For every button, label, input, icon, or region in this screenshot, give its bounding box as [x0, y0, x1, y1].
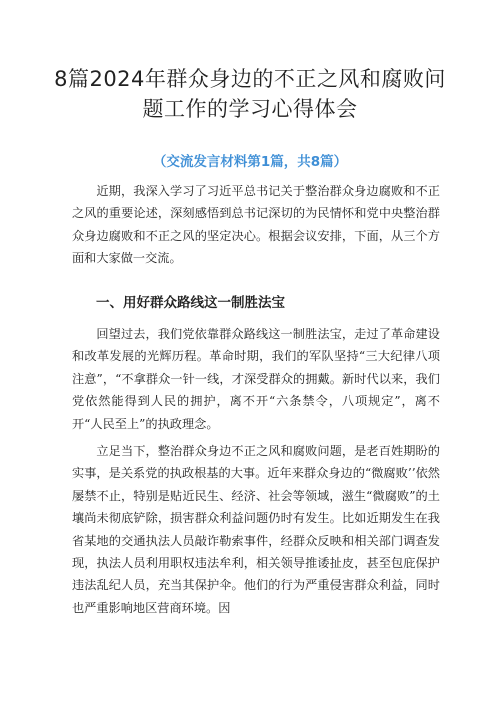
paragraph-3: 立足当下，整治群众身边不正之风和腐败问题，是老百姓期盼的实事，是关系党的执政根基的大事。近年来群众身边的“微腐败’’依然屡禁不止，特别是贴近民生、经济、社会等领域，滋生“微腐败”的土壤尚未彻底铲除，损害群众利益问题仍时有发生。比如近期发生在我省某地的交通执法人员敲诈勒索事件，经群众反映和相关部门调查发现，执法人员利用职权违法牟利，相关领导推诿扯皮，甚至包庇保护违法乱纪人员，充当其保护伞。他们的行为严重侵害群众利益，同时也严重影响地区营商环境。因	[72, 444, 440, 615]
title-line-2: 题工作的学习心得体会	[142, 97, 358, 121]
paragraph-2: 回望过去，我们党依靠群众路线这一制胜法宝，走过了革命建设和改革发展的光辉历程。革命时期，我们的军队坚持“三大纪律八项注意”，“不拿群众一针一线，才深受群众的拥戴。新时代以来，我们党依然能得到人民的拥护，离不开“六条禁令，八项规定”，离不开“人民至上”的执政理念。	[72, 327, 440, 431]
document-subtitle: （交流发言材料第1篇，共8篇）	[152, 154, 348, 170]
title-line-1: 8篇2024年群众身边的不正之风和腐败问	[54, 67, 446, 91]
document-title	[40, 64, 460, 124]
section-heading-1: 一、用好群众路线这一制胜法宝	[96, 295, 285, 311]
paragraph-intro: 近期，我深入学习了习近平总书记关于整治群众身边腐败和不正之风的重要论述，深刻感悟到总书记深切的为民情怀和党中央整治群众身边腐败和不正之风的坚定决心。根据会议安排，下面，从三个方面和大家做一交流。	[72, 184, 440, 266]
